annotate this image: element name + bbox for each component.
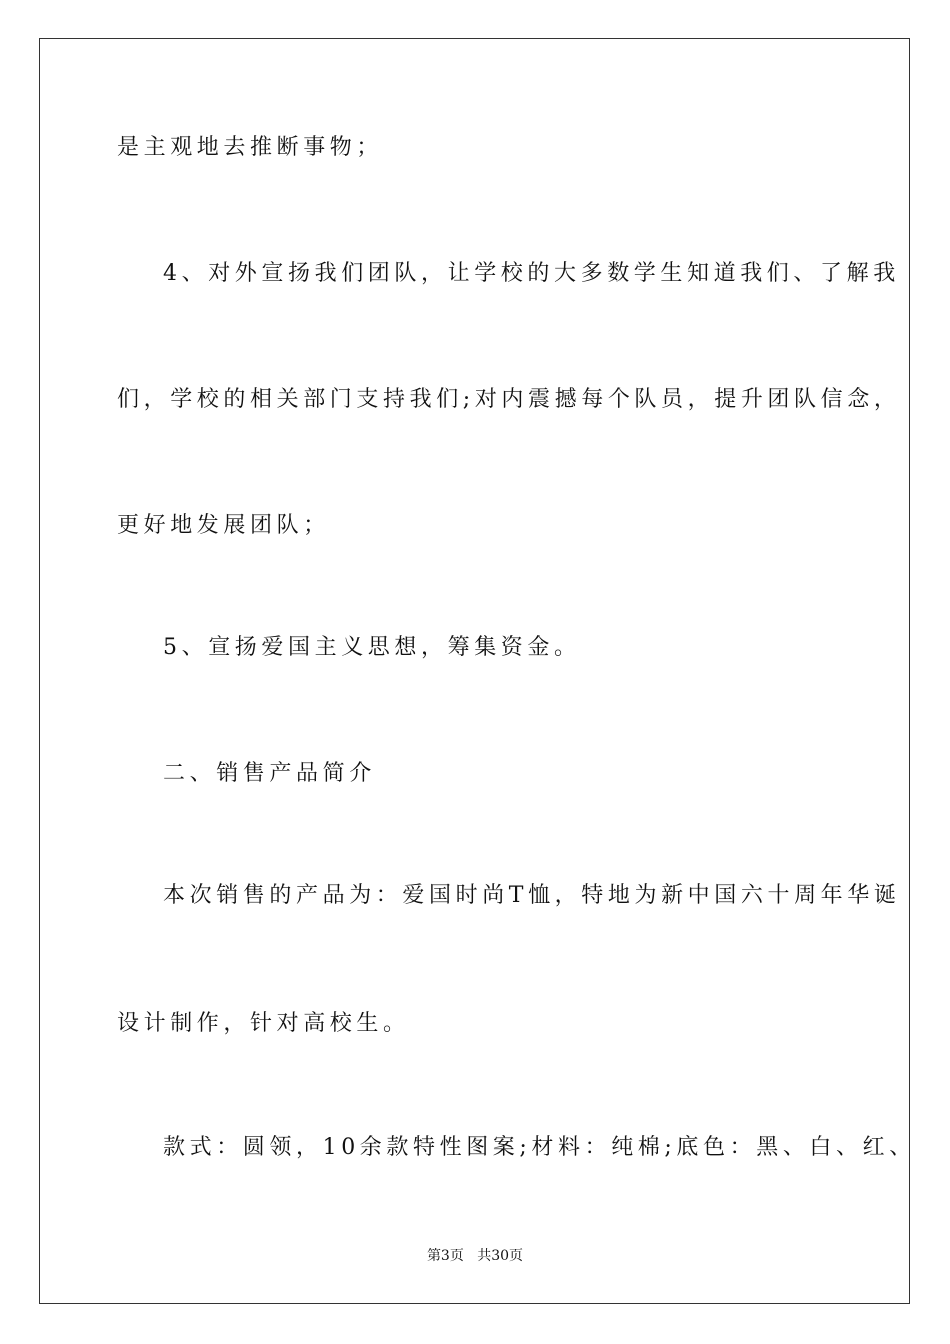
paragraph-line-5: 5、宣扬爱国主义思想，筹集资金。 — [163, 635, 581, 660]
paragraph-line-8: 款式：圆领，10余款特性图案;材料：纯棉;底色：黑、白、红、 — [163, 1135, 916, 1160]
page-footer — [0, 1246, 950, 1266]
section-heading: 二、销售产品简介 — [163, 761, 376, 786]
paragraph-line-7: 设计制作，针对高校生。 — [117, 1011, 410, 1036]
page-border — [39, 38, 910, 1304]
page-number: 第3页 — [426, 1248, 464, 1264]
paragraph-line-1: 是主观地去推断事物； — [117, 135, 384, 160]
page-total: 共30页 — [477, 1248, 524, 1264]
paragraph-line-2: 4、对外宣扬我们团队，让学校的大多数学生知道我们、了解我 — [163, 261, 900, 286]
paragraph-line-4: 更好地发展团队； — [117, 513, 330, 538]
paragraph-line-3: 们，学校的相关部门支持我们;对内震撼每个队员，提升团队信念， — [117, 387, 901, 412]
paragraph-line-6: 本次销售的产品为：爱国时尚T恤，特地为新中国六十周年华诞 — [163, 883, 901, 908]
